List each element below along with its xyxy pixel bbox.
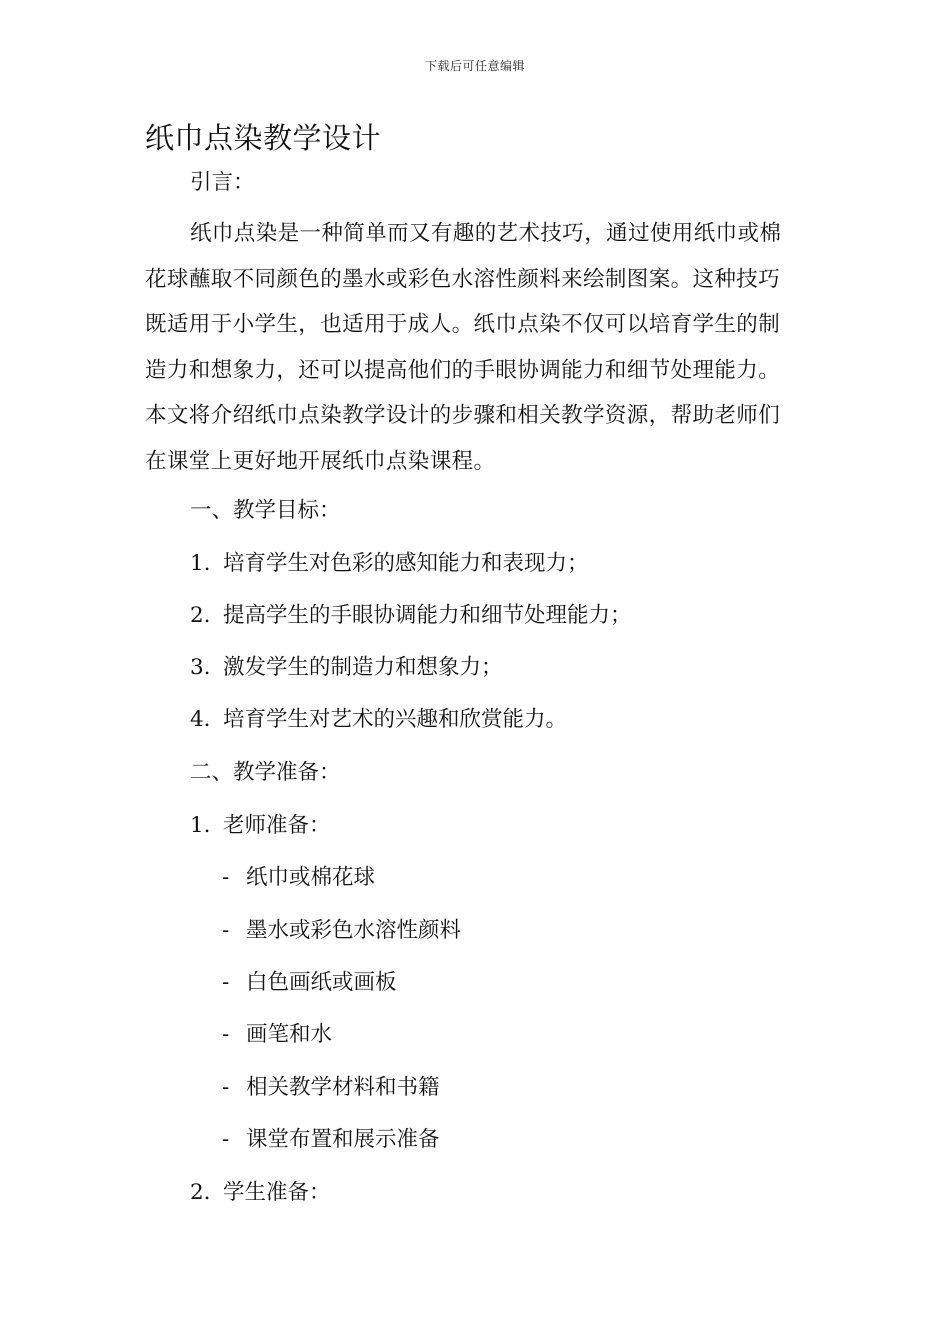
goal-item [190,705,567,735]
sub-list-item [222,1125,440,1155]
paragraph-line: 纸巾点染是一种简单而又有趣的艺术技巧，通过使用纸巾或棉 [190,221,782,246]
list-number: 2. [190,1180,211,1205]
header-note: 下载后可任意编辑 [424,59,525,73]
sub-item-text: 画笔和水 [246,1022,333,1047]
sub-list-item [222,863,375,893]
student-prep-item [190,1178,331,1208]
goal-item [190,601,632,631]
sub-list-item [222,968,397,998]
section-heading-goals: 一、教学目标： [190,498,341,523]
paragraph-line: 既适用于小学生，也适用于成人。纸巾点染不仅可以培育学生的制 [145,312,781,337]
section-heading-preparation: 二、教学准备： [190,760,341,785]
sub-item-text: 白色画纸或画板 [246,970,397,995]
sub-list-item [222,1020,332,1050]
sub-item-text: 墨水或彩色水溶性颜料 [246,918,462,943]
paragraph-line: 本文将介绍纸巾点染教学设计的步骤和相关教学资源，帮助老师们 [145,403,781,428]
paragraph-line: 造力和想象力，还可以提高他们的手眼协调能力和细节处理能力。 [145,357,781,383]
list-item-text: 学生准备： [223,1180,331,1205]
goal-item [190,653,503,683]
list-item-text: 提高学生的手眼协调能力和细节处理能力； [223,603,632,628]
list-item-text: 激发学生的制造力和想象力； [223,655,503,680]
teacher-prep-item [190,811,331,841]
list-number: 1. [190,551,211,576]
sub-list-item [222,1073,440,1103]
list-number: 4. [190,707,211,732]
sub-item-text: 纸巾或棉花球 [246,865,376,890]
intro-label: 引言： [190,170,255,195]
document-title: 纸巾点染教学设计 [145,121,382,155]
list-item-text: 老师准备： [223,813,331,838]
dash-bullet: - [222,1075,230,1100]
dash-bullet: - [222,865,230,890]
paragraph-line: 花球蘸取不同颜色的墨水或彩色水溶性颜料来绘制图案。这种技巧 [145,266,781,292]
sub-list-item [222,916,461,946]
list-item-text: 培育学生对色彩的感知能力和表现力； [223,551,589,576]
dash-bullet: - [222,1127,230,1152]
list-number: 3. [190,655,211,680]
dash-bullet: - [222,1022,230,1047]
paragraph-line: 在课堂上更好地开展纸巾点染课程。 [145,448,496,474]
intro-paragraph [145,219,805,492]
dash-bullet: - [222,970,230,995]
goal-item [190,549,589,579]
list-item-text: 培育学生对艺术的兴趣和欣赏能力。 [223,707,568,732]
list-number: 1. [190,813,211,838]
sub-item-text: 课堂布置和展示准备 [246,1127,440,1152]
sub-item-text: 相关教学材料和书籍 [246,1075,440,1100]
dash-bullet: - [222,918,230,943]
list-number: 2. [190,603,211,628]
